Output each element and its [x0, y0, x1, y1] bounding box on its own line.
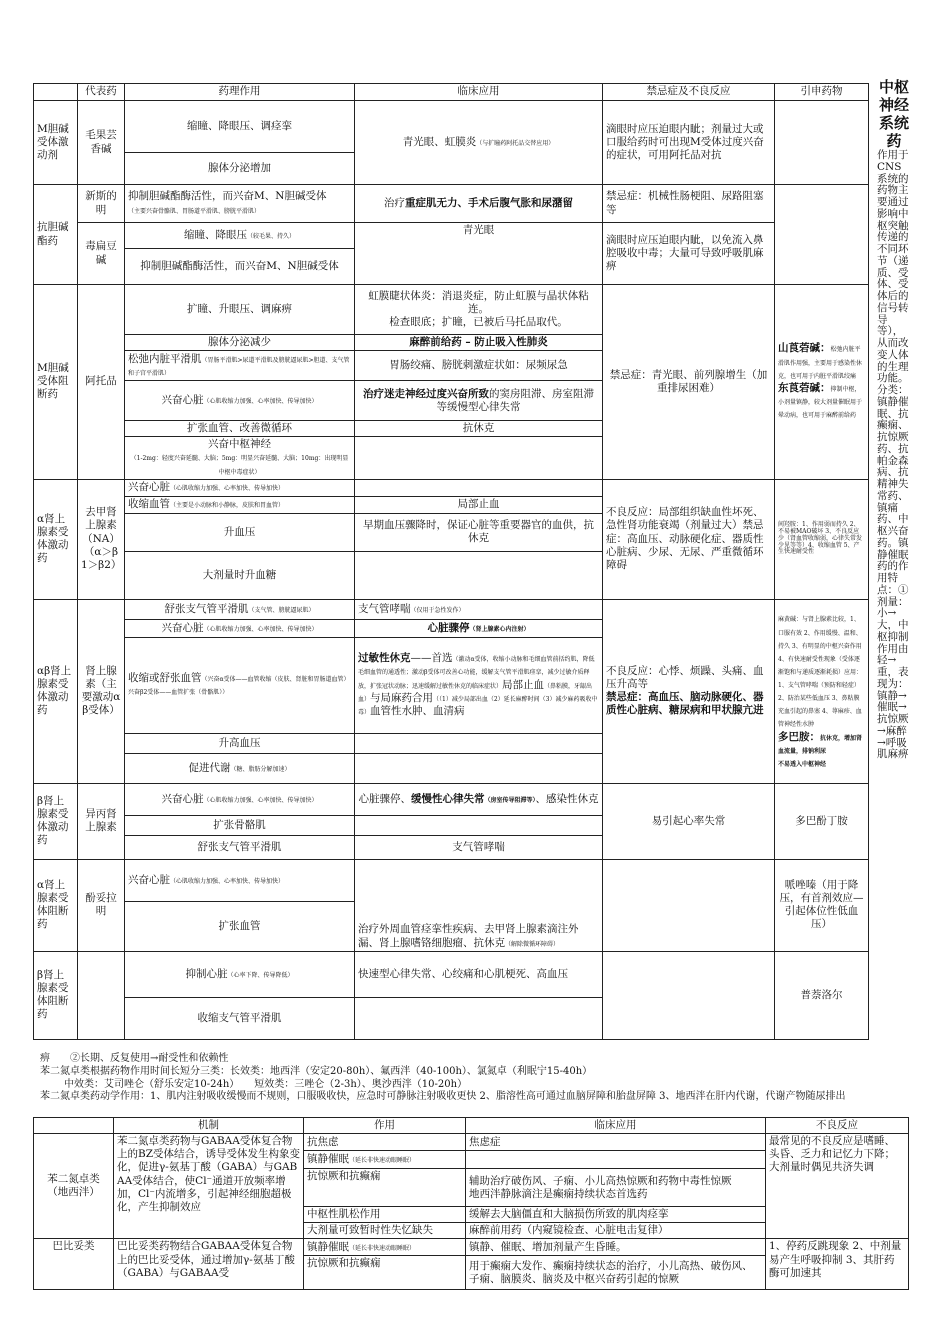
- clinical-cell: 麻醉前给药 – 防止吸入性肺炎: [355, 335, 603, 351]
- pharm-cell: 缩瞳、降眼压、调痉挛: [125, 101, 355, 153]
- clinical-text: 与局麻药合用: [370, 691, 434, 704]
- use-cell: 缓解去大脑僵直和大脑损伤所致的肌肉痉挛: [466, 1207, 766, 1223]
- pharm-note: （胃肠平滑肌>尿道平滑肌及膀胱逼尿肌>胆道、支气管和子宫平滑肌）: [128, 356, 350, 377]
- header-category: [34, 84, 78, 101]
- clinical-text: 治疗: [384, 196, 405, 209]
- pharm-cell: [125, 859, 355, 901]
- pharm-note: （心肌收缩力加强、心率加快、传导加快）: [203, 398, 318, 406]
- header-use: 临床应用: [466, 1118, 766, 1134]
- use-cell: [466, 1151, 766, 1169]
- table-row: [34, 223, 869, 249]
- clinical-cell: [355, 753, 603, 783]
- pharm-cell: 大剂量时升血糖: [125, 551, 355, 599]
- pharm-note: （心肌收缩力加强、心率加快、传导加快）: [170, 485, 285, 493]
- pharm-text: 收缩或舒张血管: [128, 672, 202, 684]
- clinical-note: （鼻粘膜，牙龈出血）: [358, 682, 593, 703]
- ext-cell: [775, 185, 869, 285]
- pharm-note: （心肌收缩力加强、心率加快、传导加快）: [203, 625, 318, 633]
- pharm-note: （较毛果、持久）: [246, 232, 295, 240]
- ext-drug-name: 山莨菪碱：: [778, 342, 831, 355]
- header-extended-drugs: 引申药物: [775, 84, 869, 101]
- ext-drug-name: 东莨菪碱：: [778, 381, 831, 394]
- ext-cell: [775, 285, 869, 480]
- clinical-note: （（1）减少局部出血（2）延长麻醉时间（3）减少麻药吸收中毒）: [358, 695, 598, 716]
- effect-cell: 中枢性肌松作用: [304, 1207, 466, 1223]
- clinical-cell: [355, 619, 603, 637]
- clinical-cell: [355, 783, 603, 815]
- table-header-row: [34, 1118, 909, 1134]
- clinical-text: 检查眼底；扩瞳，已被后马托品取代。: [389, 316, 568, 329]
- contra-bold: 禁忌症：高血压、脑动脉硬化、器质性心脏病、糖尿病和甲状腺亢进: [606, 691, 764, 717]
- ext-cell: 哌唑嗪（用于降压，有首剂效应—引起体位性低血压）: [775, 859, 869, 951]
- contra-cell: 不良反应：局部组织缺血性坏死、急性肾功能衰竭（剂量过大）禁忌症：高血压、动脉硬化症、器质性心脏病、少尿、无尿、严重微循环障碍: [603, 479, 775, 599]
- clinical-cell: [355, 997, 603, 1039]
- category-cell: 抗胆碱酯药: [34, 185, 78, 285]
- pharm-note: （支气管、膀胱逼尿肌）: [248, 606, 315, 614]
- clinical-cell: 快速型心律失常、心绞痛和心肌梗死、高血压: [355, 951, 603, 997]
- pharm-text: 松弛内脏平滑肌: [128, 352, 202, 365]
- pharm-text: 缩瞳、降眼压: [183, 228, 247, 241]
- pharm-cell: 舒张支气管平滑肌: [125, 835, 355, 859]
- effect-text: 镇静催眠: [307, 1240, 349, 1253]
- ext-cell: 多巴酚丁胺: [775, 783, 869, 859]
- note-line: 苯二氮卓类药动学作用：1、肌内注射吸收缓慢而不规则，口服吸收快，应急时可静脉注射吸收更快 2、脂溶性高可通过血脑屏障和胎盘屏障 3、地西泮在肝内代谢，代谢产物随尿排出: [40, 1091, 846, 1103]
- category-cell: M胆碱受体阻断药: [34, 285, 78, 480]
- pharm-cell: 腺体分泌减少: [125, 335, 355, 351]
- effect-cell: [304, 1151, 466, 1169]
- use-cell: 用于癫痫大发作、癫痫持续状态的治疗，小儿高热、破伤风、子痫、脑膜炎、脑炎及中枢兴奋药引起的惊厥: [466, 1256, 766, 1290]
- clinical-text: 、感染性休克: [535, 792, 599, 805]
- effect-cell: 抗惊厥和抗癫痫: [304, 1169, 466, 1207]
- drug-name-cell: 巴比妥类: [34, 1239, 114, 1290]
- category-cell: α肾上腺素受体阻断药: [34, 859, 78, 951]
- pharm-cell: [125, 637, 355, 733]
- pharm-text: 抑制胆碱酯酶活性，而兴奋M、N胆碱受体: [128, 190, 327, 203]
- effect-text: 镇静催眠: [307, 1153, 349, 1166]
- table-row: [34, 101, 869, 153]
- pharm-cell: 扩张骨骼肌: [125, 815, 355, 835]
- clinical-cell: [355, 599, 603, 619]
- clinical-cell: [355, 285, 603, 335]
- clinical-cell: [355, 437, 603, 479]
- pharm-cell: [125, 753, 355, 783]
- clinical-cell: [355, 381, 603, 421]
- pharm-text: 兴奋心脏: [161, 621, 204, 634]
- use-cell: 镇静、催眠、增加剂量产生昏睡。: [466, 1239, 766, 1256]
- pharm-cell: 腺体分泌增加: [125, 153, 355, 185]
- pharm-text: 兴奋心脏: [128, 873, 170, 886]
- table-row: [34, 783, 869, 815]
- pharm-cell: 升血压: [125, 513, 355, 551]
- ext-cell: 间羟胺：1、作用弱而持久 2、不易被MAO破坏 3、不良反应少（肾血管收缩弱，心律失常发少见等等）4、收缩血管 5、产生快速耐受性: [775, 479, 869, 599]
- clinical-note: （解除微循环障碍）: [505, 940, 560, 948]
- pharm-cell: [125, 479, 355, 496]
- effect-cell: [304, 1239, 466, 1256]
- use-cell: 麻醉前用药（内窥镜检查、心脏电击复律）: [466, 1223, 766, 1239]
- clinical-text: 支气管哮喘: [358, 602, 411, 615]
- clinical-text: 血管性水肿、血清病: [370, 704, 465, 717]
- drug-cell: 新斯的明: [78, 185, 125, 223]
- category-cell: M胆碱受体激动剂: [34, 101, 78, 185]
- contra-cell: [603, 859, 775, 951]
- clinical-text: 心脏骤停、: [358, 792, 411, 805]
- sedative-drug-table: [33, 1117, 909, 1290]
- clinical-cell: [355, 185, 603, 223]
- clinical-cell: [355, 733, 603, 753]
- pharm-cell: 扩瞳、升眼压、调麻痹: [125, 285, 355, 335]
- header-contraindication: 禁忌症及不良反应: [603, 84, 775, 101]
- clinical-note: （房室传导阻滞等）: [484, 796, 536, 804]
- contra-cell: 禁忌症：青光眼、前列腺增生（加重排尿困难）: [603, 285, 775, 480]
- clinical-text: 治疗外周血管痉挛性疾病、去甲肾上腺素滴注外漏、肾上腺嗜铬细胞瘤、抗休克: [358, 923, 579, 949]
- pharm-note: （主要是小动脉和小静脉，皮肤和胃血管）: [170, 502, 285, 510]
- cns-sidebar: [877, 78, 911, 761]
- clinical-note: （与扩瞳药阿托品交替应用）: [476, 139, 555, 147]
- pharm-text: 兴奋心脏: [161, 394, 204, 407]
- table-row: [34, 599, 869, 619]
- effect-note: （延长非快速动眼睡眠）: [349, 1244, 416, 1252]
- pharm-cell: 收缩支气管平滑肌: [125, 997, 355, 1039]
- drug-cell: [78, 951, 125, 1039]
- pharm-cell: [125, 951, 355, 997]
- note-line: 痹 ②长期、反复使用→耐受性和依赖性: [40, 1053, 229, 1064]
- pharm-cell: 扩张血管: [125, 901, 355, 951]
- adverse-cell: 1、停药反跳现象 2、中剂量易产生呼吸抑制 3、其肝药酶可加速其: [766, 1239, 909, 1290]
- drug-cell: 酚妥拉明: [78, 859, 125, 951]
- pharm-cell: [125, 599, 355, 619]
- header-name: [34, 1118, 114, 1134]
- contra-cell: 滴眼时应压迫眼内眦，以免流入鼻腔吸收中毒；大量可导致呼吸肌麻痹: [603, 223, 775, 285]
- clinical-cell: 早期血压骤降时，保证心脏等重要器官的血供，抗休克: [355, 513, 603, 551]
- contra-cell: 滴眼时应压迫眼内眦；剂量过大或口服给药时可出现M受体过度兴奋的症状，可用阿托品对抗: [603, 101, 775, 185]
- header-pharmacology: 药理作用: [125, 84, 355, 101]
- clinical-note: （仅用于急性发作）: [410, 606, 465, 614]
- ext-note: 抑制中枢，小剂量镇静，较大剂量催眠用于晕动病，也可用于麻醉前给药: [778, 385, 863, 420]
- pharm-note: （心率下降、传导降低）: [227, 971, 294, 979]
- sidebar-title: 中枢神经系统药: [878, 78, 909, 150]
- pharm-cell: [125, 185, 355, 223]
- pharm-cell: [125, 351, 355, 381]
- pharm-note: （心肌收缩力加强、心率加快、传导加快）: [203, 796, 318, 804]
- pharm-cell: [125, 496, 355, 513]
- category-cell: β肾上腺素受体激动药: [34, 783, 78, 859]
- pharm-cell: [125, 437, 355, 479]
- pharm-text: 兴奋心脏: [161, 792, 204, 805]
- clinical-text: 青光眼、虹膜炎: [402, 135, 477, 148]
- drug-name-cell: 苯二氮卓类（地西泮）: [34, 1134, 114, 1239]
- ext-drug-name: 多巴胺：: [778, 730, 820, 743]
- header-effect: 作用: [304, 1118, 466, 1134]
- drug-cell: 肾上腺素（主要激动αβ受体）: [78, 599, 125, 783]
- header-adverse: 不良反应: [766, 1118, 909, 1134]
- clinical-cell: [355, 479, 603, 496]
- pharm-cell: [125, 381, 355, 421]
- pharm-note: （心肌收缩力加强、心率加快、传导加快）: [170, 877, 285, 885]
- clinical-cell: 支气管哮喘: [355, 835, 603, 859]
- pharm-cell: [125, 619, 355, 637]
- pharm-cell: [125, 223, 355, 249]
- pharm-cell: 升高血压: [125, 733, 355, 753]
- contra-cell: 禁忌症：机械性肠梗阻、尿路阻塞等: [603, 185, 775, 223]
- ext-cell: [775, 599, 869, 783]
- use-text: 地西泮静脉滴注是癫痫持续状态首选药: [469, 1187, 648, 1200]
- clinical-cell: 局部止血: [355, 496, 603, 513]
- clinical-text: ——首选: [410, 652, 453, 665]
- pharm-cell: 扩张血管、改善微循环: [125, 421, 355, 437]
- clinical-note: （肾上腺素心内注射）: [469, 625, 530, 633]
- adverse-cell: 最常见的不良反应是嗜睡、头昏、乏力和记忆力下降；大剂量时偶见共济失调: [766, 1134, 909, 1239]
- table-row: [34, 859, 869, 901]
- pharm-text: 抑制心脏: [185, 967, 228, 980]
- clinical-cell: [355, 101, 603, 185]
- table-row: [34, 951, 869, 997]
- mechanism-cell: 苯二氮卓类药物与GABAA受体复合物上的BZ受体结合，诱导受体发生构象变化，促进γ-氨基丁酸（GABA）与GABAA受体结合，使Cl⁻通道开放频率增加，Cl⁻内流增多，引起神经细胞超极化，产生抑制效应: [114, 1134, 304, 1239]
- clinical-bold: 缓慢性心律失常: [410, 792, 485, 805]
- header-clinical: 临床应用: [355, 84, 603, 101]
- ext-cell: [775, 101, 869, 185]
- drug-cell: 去甲肾上腺素（NA）（α＞β1＞β2）: [78, 479, 125, 599]
- pharm-text: 舒张支气管平滑肌: [164, 602, 249, 615]
- category-cell: β肾上腺素受体阻断药: [34, 951, 78, 1039]
- effect-cell: 大剂量可致暂时性失忆缺失: [304, 1223, 466, 1239]
- clinical-text: 局部止血: [502, 678, 545, 691]
- pharm-note: （1-2mg：轻度兴奋延髓、大脑；5mg：明显兴奋延髓、大脑；10mg：出现明显中枢中毒症状）: [130, 455, 349, 476]
- clinical-bold: 心脏骤停: [427, 621, 470, 634]
- autonomic-drug-table: [33, 83, 869, 1040]
- clinical-text: 的窦房阻滞、房室阻滞等缓慢型心律失常: [436, 387, 594, 413]
- drug-cell: 毛果芸香碱: [78, 101, 125, 185]
- ext-cell: 普萘洛尔: [775, 951, 869, 1039]
- clinical-cell: [355, 637, 603, 733]
- table-header-row: [34, 84, 869, 101]
- use-cell: [466, 1169, 766, 1207]
- clinical-cell: 青光眼: [355, 223, 603, 285]
- effect-note: （延长非快速动眼睡眠）: [349, 1157, 416, 1165]
- header-mechanism: 机制: [114, 1118, 304, 1134]
- category-cell: αβ肾上腺素受体激动药: [34, 599, 78, 783]
- effect-cell: 抗惊厥和抗癫痫: [304, 1256, 466, 1290]
- table-row: [34, 479, 869, 496]
- drug-cell: 阿托品: [78, 285, 125, 480]
- note-line: 中效类：艾司唑仑（舒乐安定10-24h） 短效类：三唑仑（2-3h）、奥沙西泮（10-20h）: [64, 1078, 468, 1090]
- clinical-cell: 抗休克: [355, 421, 603, 437]
- clinical-text: 虹膜睫状体炎：消退炎症，防止虹膜与晶状体粘连。: [368, 289, 589, 315]
- drug-cell: 异丙肾上腺素: [78, 783, 125, 859]
- ext-note: 抗休克，增加肾血流量，排钠利尿: [778, 734, 863, 755]
- ext-note: 松弛内脏平滑肌作用强，主要用于感染性休克，也可用于内脏平滑肌绞痛: [778, 346, 863, 380]
- mechanism-cell: 巴比妥类药物结合GABAA受体复合物上的巴比妥受体，通过增加γ-氨基丁酸（GABA）与GABAA受: [114, 1239, 304, 1290]
- notes-block: [40, 1053, 908, 1104]
- note-line: 苯二氮卓类根据药物作用时间长短分三类：长效类：地西泮（安定20-80h）、氟西泮（40-100h）、氯氮卓（利眠宁15-40h）: [40, 1065, 593, 1077]
- table-row: [34, 185, 869, 223]
- ext-note: 麻黄碱：与肾上腺素比较，1、口服有效 2、作用缓慢、温和、持久 3、有明显的中枢兴奋作用 4、有快速耐受性现象（受体逐渐饱和与递质逐渐耗损）应用：1、支气管哮喘（预防和轻症）2、防治某些低血压 3、鼻粘膜充血引起的鼻塞 4、荨麻疹、血管神经性水肿: [778, 616, 863, 729]
- pharm-text: 收缩血管: [128, 498, 170, 511]
- pharm-cell: 抑制胆碱酯酶活性，而兴奋M、N胆碱受体: [125, 249, 355, 285]
- pharm-text: 促进代谢: [188, 761, 231, 774]
- clinical-bold: 治疗迷走神经过度兴奋所致: [363, 387, 489, 400]
- pharm-text: 兴奋中枢神经: [208, 438, 271, 451]
- contra-text: 不良反应：心悸、烦躁、头痛、血压升高等: [606, 664, 764, 690]
- contra-cell: 易引起心率失常: [603, 783, 775, 859]
- clinical-cell: [355, 551, 603, 599]
- clinical-cell: [355, 815, 603, 835]
- pharm-note: （兴奋α受体——血管收缩（皮肤、肾脏和胃肠道血管）兴奋β2受体——血管扩张（骨骼肌））: [128, 676, 350, 697]
- header-drug: 代表药: [78, 84, 125, 101]
- drug-cell: 毒扁豆碱: [78, 223, 125, 285]
- clinical-cell: [355, 859, 603, 951]
- ext-note: 不易透入中枢神经: [778, 760, 827, 768]
- table-row: [34, 1134, 909, 1151]
- table-row: [34, 285, 869, 335]
- table-row: [34, 1239, 909, 1256]
- use-text: 辅助治疗破伤风、子痫、小儿高热惊厥和药物中毒性惊厥: [469, 1174, 732, 1187]
- category-cell: α肾上腺素受体激动药: [34, 479, 78, 599]
- pharm-note: （主要兴奋骨骼肌、胃肠道平滑肌、膀胱平滑肌）: [128, 207, 261, 215]
- contra-cell: [603, 599, 775, 783]
- effect-cell: 抗焦虑: [304, 1134, 466, 1151]
- clinical-bold: 过敏性休克: [358, 652, 411, 665]
- sidebar-text: 作用于CNS系统的药物主要通过影响中枢突触传递的不同环节（递质、受体、受体后的信号转导等），从而改变人体的生理功能。分类：镇静催眠、抗癫痫、抗惊厥药、抗帕金森病、抗精神失常药、镇痛药、中枢兴奋药。镇静催眠药的作用特点：①剂量：小→大，中枢抑制作用由轻→重，表现为：镇静→催眠→抗惊厥→麻醉→呼吸肌麻痹: [877, 149, 909, 761]
- pharm-note: （糖、脂肪分解加速）: [230, 765, 291, 773]
- pharm-cell: [125, 783, 355, 815]
- contra-cell: [603, 951, 775, 1039]
- pharm-text: 兴奋心脏: [128, 481, 170, 494]
- clinical-bold: 重症肌无力、手术后腹气胀和尿潴留: [405, 196, 573, 209]
- clinical-cell: 胃肠绞痛、膀胱刺激症状如：尿频尿急: [355, 351, 603, 381]
- clinical-note: （激动α受体，收缩小动脉和毛细血管前括约肌，降低毛细血管的通透性；激动β受体可改善心功能，缓解支气管平滑肌痉挛，减少过敏介质释放，扩张冠状动脉；迅速缓解过敏性休克的临床症状）: [358, 656, 595, 690]
- use-cell: 焦虑症: [466, 1134, 766, 1151]
